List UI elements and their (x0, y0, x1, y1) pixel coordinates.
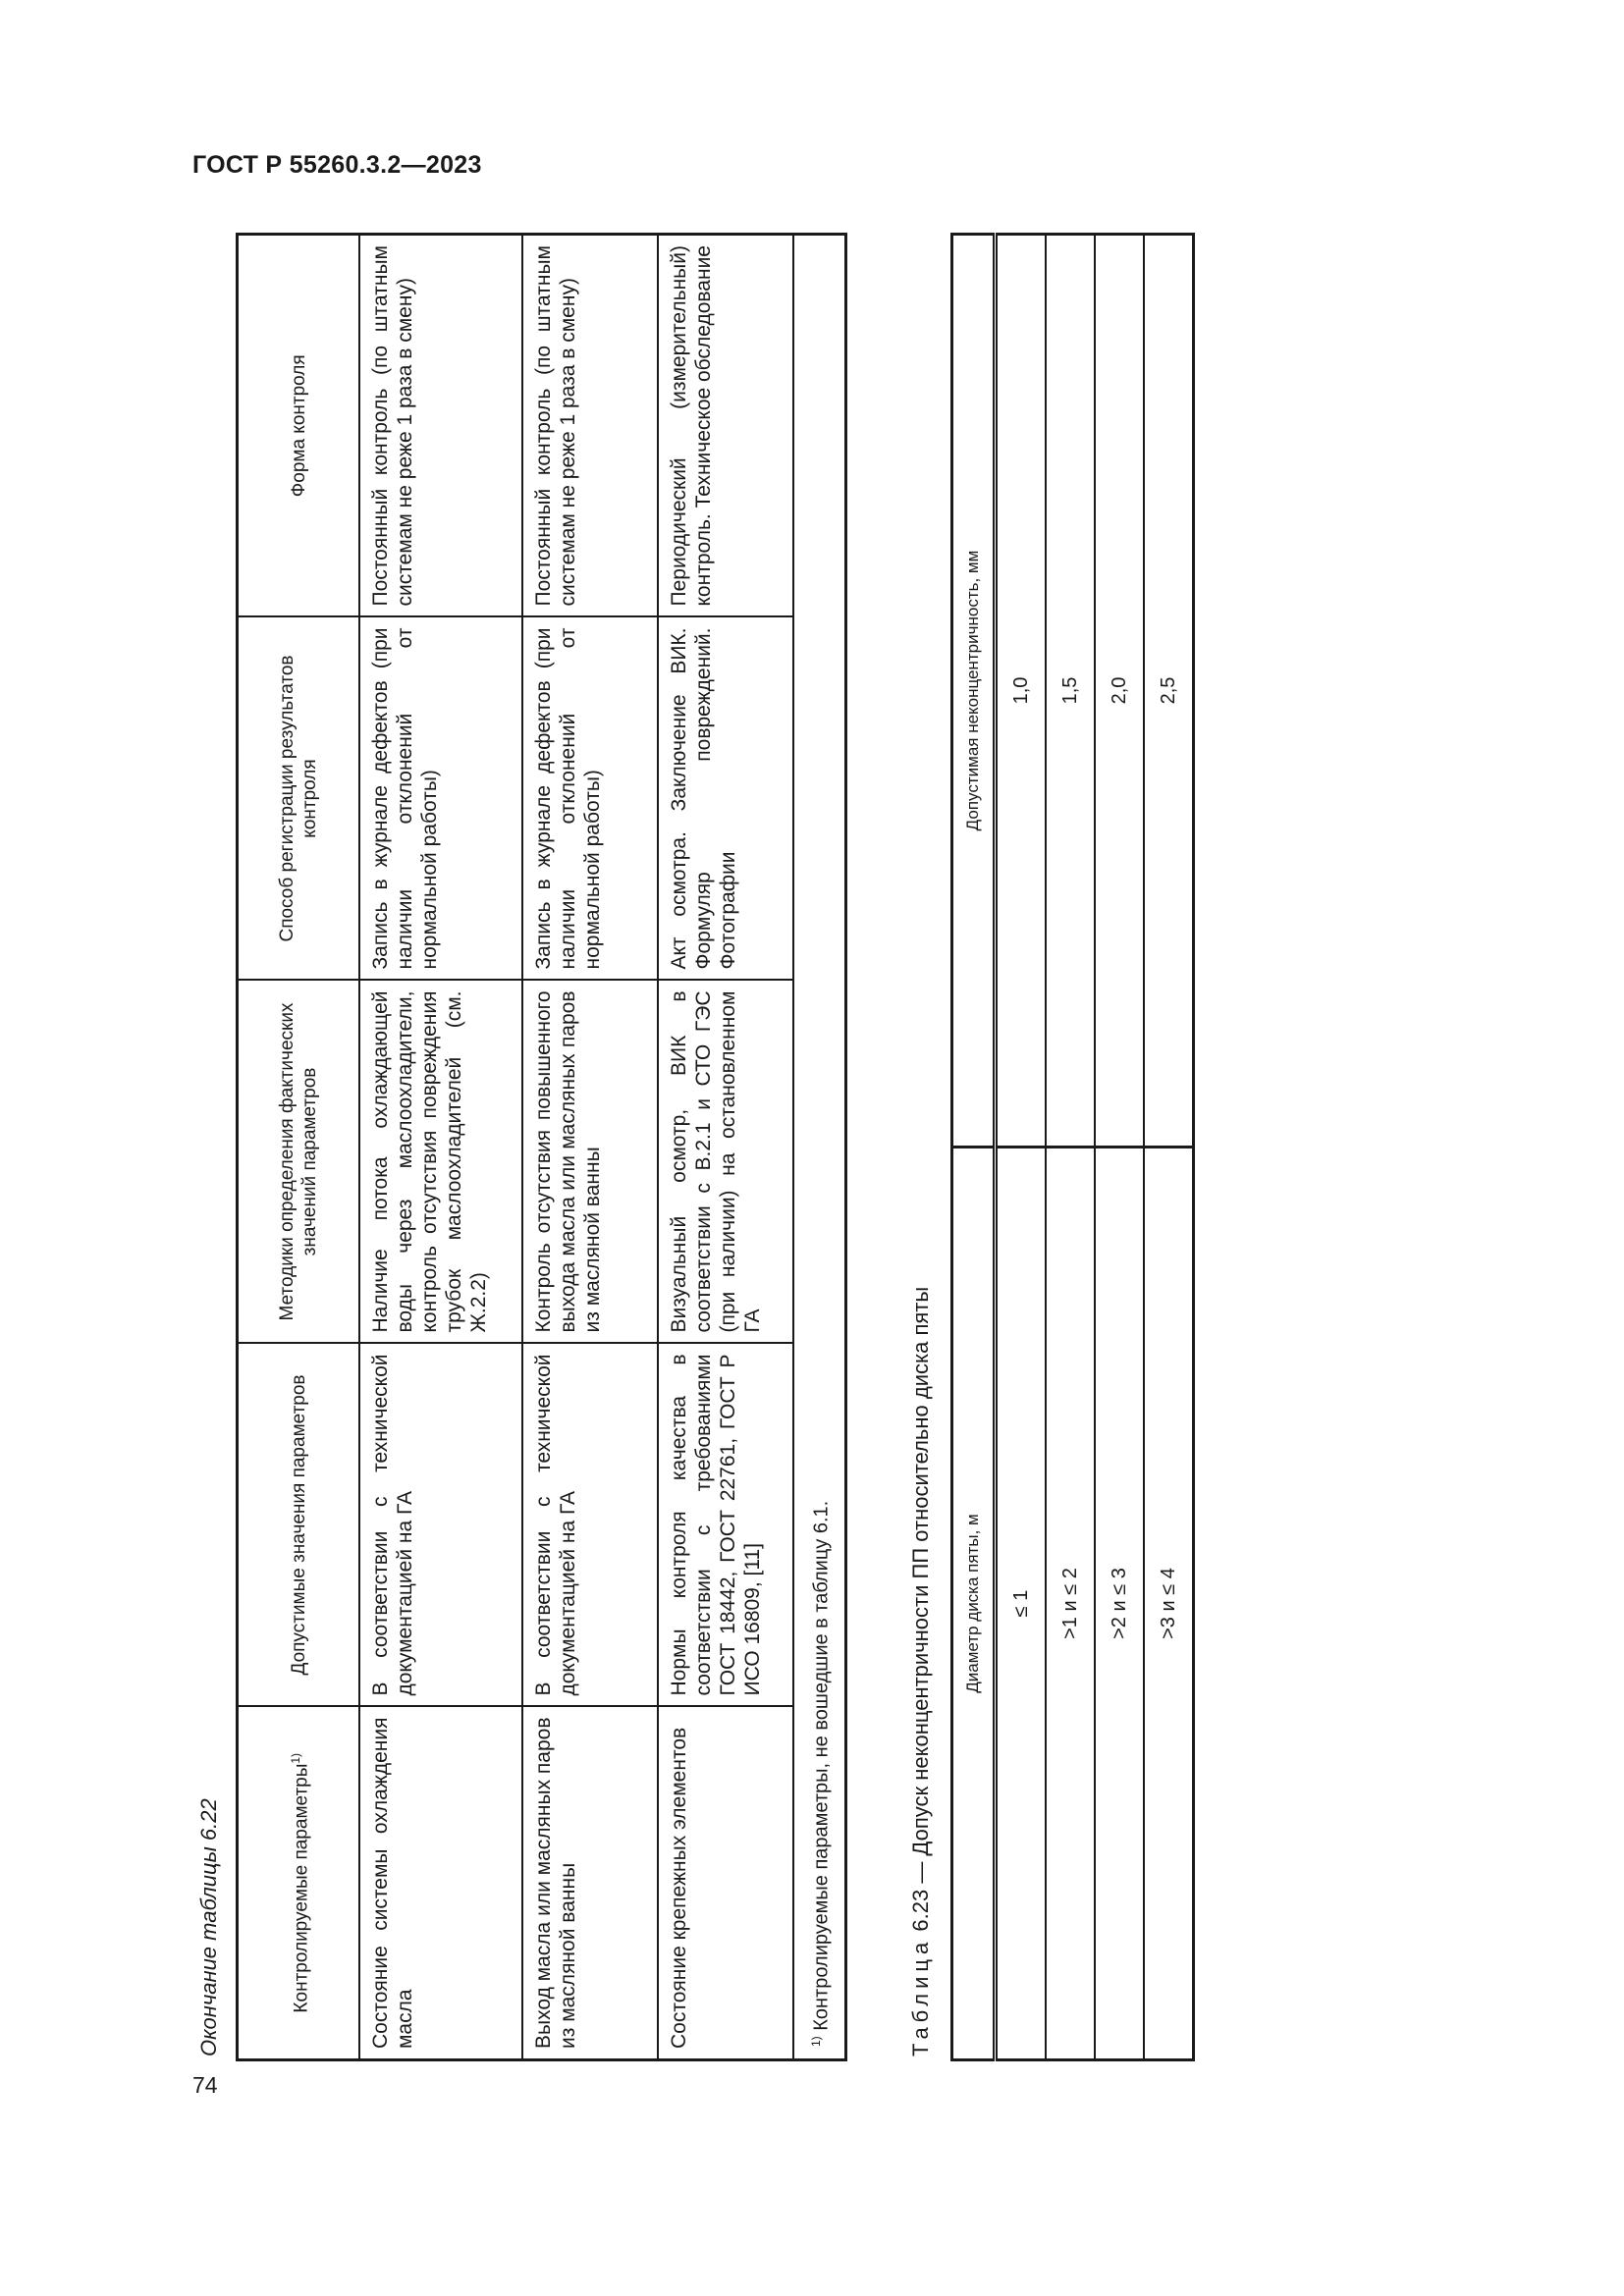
table-continuation-caption: Окончание таблицы 6.22 (196, 1798, 221, 2056)
cell-value: 1,0 (996, 235, 1047, 1148)
table-row (1095, 235, 1144, 2060)
cell-diameter: >1 и ≤ 2 (1046, 1148, 1095, 2060)
cell-allowed: Нормы контроля качества в соответствии с требованиями ГОСТ 18442, ГОСТ 22761, ГОСТ Р ИСО 16809, [11] (658, 1344, 793, 1707)
header-allowed-values: Допустимые значения параметров (238, 1344, 360, 1707)
rotated-content (196, 216, 1198, 2061)
table-row (359, 235, 522, 2060)
document-code: ГОСТ Р 55260.3.2—2023 (192, 151, 482, 179)
table-row (522, 235, 658, 2060)
cell-diameter: ≤ 1 (996, 1148, 1047, 2060)
table-row (1144, 235, 1194, 2060)
cell-diameter: >2 и ≤ 3 (1095, 1148, 1144, 2060)
cell-allowed: В соответствии с технической документацией на ГА (359, 1344, 522, 1707)
cell-form: Периодический (измерительный) контроль. Техническое обследование (658, 235, 793, 617)
table-row (996, 235, 1047, 2060)
cell-diameter: >3 и ≤ 4 (1144, 1148, 1194, 2060)
footnote: $^{1)}$ Контролируемые параметры, не вошедшие в таблицу 6.1. (793, 235, 845, 2060)
header-registration: Способ регистрации результатов контроля (238, 617, 360, 981)
cell-method: Визуальный осмотр, ВИК в соответствии с В.2.1 и СТО ГЭС (при наличии) на остановленном ГА (658, 981, 793, 1344)
header-disk-diameter: Диаметр диска пяты, м (952, 1148, 996, 2060)
cell-value: 1,5 (1046, 235, 1095, 1148)
cell-param: Состояние системы охлаждения масла (359, 1707, 522, 2060)
cell-value: 2,0 (1095, 235, 1144, 1148)
controls-table (236, 233, 847, 2061)
cell-param: Состояние крепежных элементов (658, 1707, 793, 2060)
cell-form: Постоянный контроль (по штатным системам не реже 1 раза в смену) (359, 235, 522, 617)
cell-allowed: В соответствии с технической документацией на ГА (522, 1344, 658, 1707)
cell-registration: Запись в журнале дефектов (при наличии отклонений от нормальной работы) (359, 617, 522, 981)
cell-form: Постоянный контроль (по штатным системам не реже 1 раза в смену) (522, 235, 658, 617)
page-number: 74 (192, 2072, 218, 2098)
cell-value: 2,5 (1144, 235, 1194, 1148)
table-6-23-caption: Таблица 6.23 — Допуск неконцентричности ПП относительно диска пяты (908, 1286, 933, 2056)
cell-param: Выход масла или масляных паров из масляной ванны (522, 1707, 658, 2060)
header-methods: Методики определения фактических значений параметров (238, 981, 360, 1344)
footnote-row (793, 235, 845, 2060)
header-controlled-params: Контролируемые параметры$^{1)}$ (238, 1707, 360, 2060)
cell-registration: Запись в журнале дефектов (при наличии отклонений от нормальной работы) (522, 617, 658, 981)
table-row (1046, 235, 1095, 2060)
cell-registration: Акт осмотра. Заключение ВИК. Формуляр повреждений. Фотографии (658, 617, 793, 981)
header-control-form: Форма контроля (238, 235, 360, 617)
eccentricity-table (950, 233, 1195, 2061)
header-eccentricity: Допустимая неконцентричность, мм (952, 235, 996, 1148)
table-row (658, 235, 793, 2060)
cell-method: Наличие потока охлаждающей воды через маслоохладители, контроль отсутствия повреждения трубок маслоохладителей (см. Ж.2.2) (359, 981, 522, 1344)
cell-method: Контроль отсутствия повышенного выхода масла или масляных паров из масляной ванны (522, 981, 658, 1344)
